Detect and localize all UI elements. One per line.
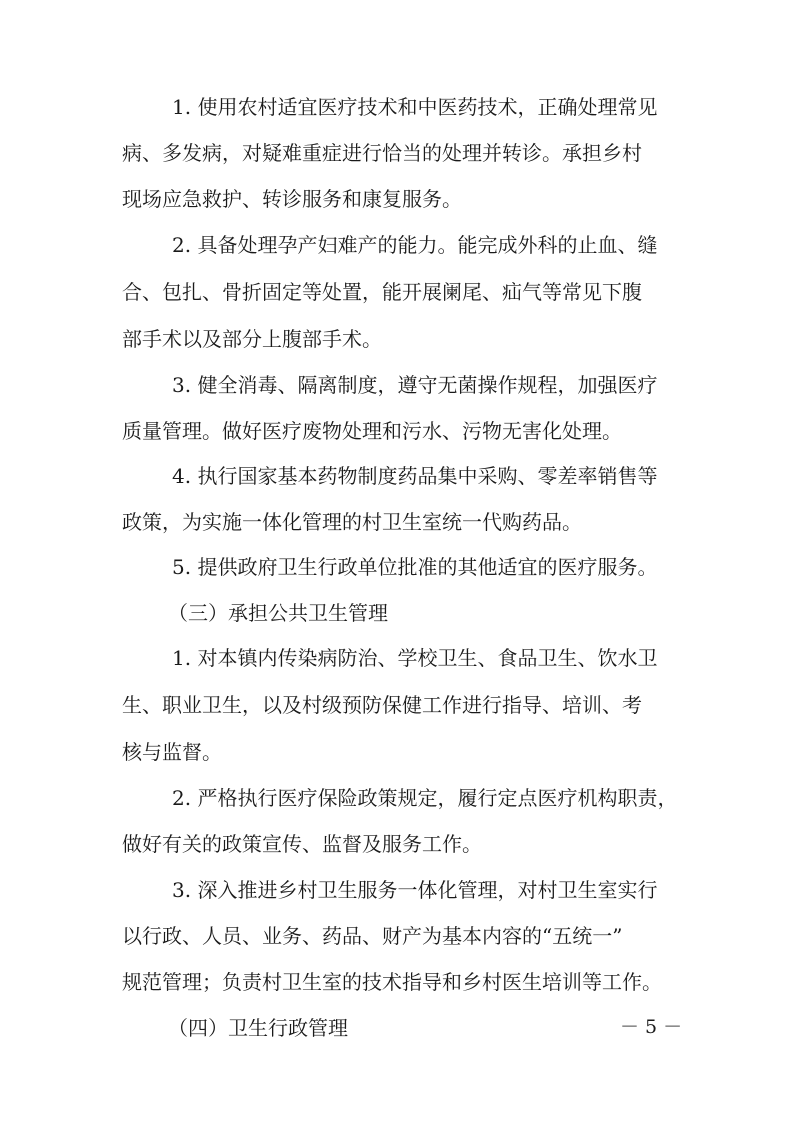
text-line: 1. 对本镇内传染病防治、学校卫生、食品卫生、饮水卫 <box>172 646 658 670</box>
section-heading: （四）卫生行政管理 <box>168 1016 348 1040</box>
text-line: 1. 使用农村适宜医疗技术和中医药技术，正确处理常见 <box>172 95 658 119</box>
text-line: 政策，为实施一体化管理的村卫生室统一代购药品。 <box>122 510 582 534</box>
text-line: 合、包扎、骨折固定等处置，能开展阑尾、疝气等常见下腹 <box>122 280 642 304</box>
text-line: 部手术以及部分上腹部手术。 <box>122 327 382 351</box>
text-line: 5. 提供政府卫生行政单位批准的其他适宜的医疗服务。 <box>172 555 658 579</box>
text-line: 3. 健全消毒、隔离制度，遵守无菌操作规程，加强医疗 <box>172 373 658 397</box>
text-line: 3. 深入推进乡村卫生服务一体化管理，对村卫生室实行 <box>172 878 658 902</box>
text-line: 核与监督。 <box>122 740 222 764</box>
text-line: 以行政、人员、业务、药品、财产为基本内容的“五统一” <box>122 924 623 948</box>
text-line: 生、职业卫生，以及村级预防保健工作进行指导、培训、考 <box>122 693 642 717</box>
section-heading: （三）承担公共卫生管理 <box>168 601 388 625</box>
text-line: 病、多发病，对疑难重症进行恰当的处理并转诊。承担乡村 <box>122 141 642 165</box>
text-line: 2. 具备处理孕产妇难产的能力。能完成外科的止血、缝 <box>172 233 658 257</box>
text-line: 质量管理。做好医疗废物处理和污水、污物无害化处理。 <box>122 419 622 443</box>
text-line: 2. 严格执行医疗保险政策规定，履行定点医疗机构职责， <box>172 786 678 810</box>
text-line: 做好有关的政策宣传、监督及服务工作。 <box>122 832 482 856</box>
page-number: － 5 － <box>620 1016 683 1038</box>
text-line: 4. 执行国家基本药物制度药品集中采购、零差率销售等 <box>172 464 658 488</box>
text-line: 现场应急救护、转诊服务和康复服务。 <box>122 187 462 211</box>
text-line: 规范管理；负责村卫生室的技术指导和乡村医生培训等工作。 <box>122 970 662 994</box>
